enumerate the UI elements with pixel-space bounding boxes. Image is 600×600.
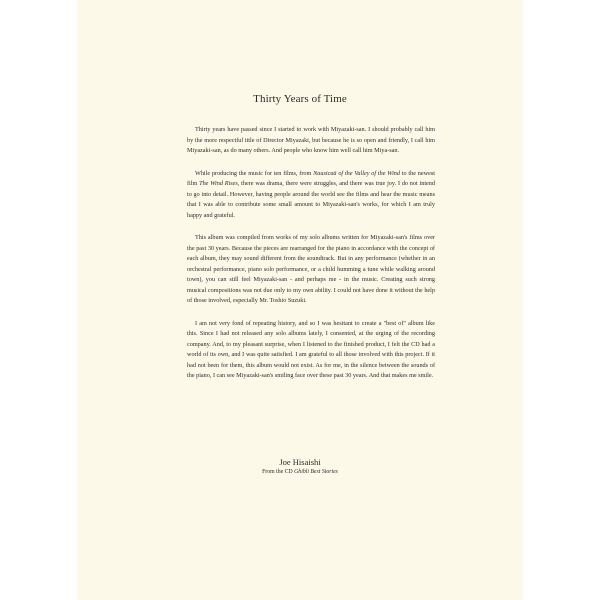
paragraph-text: to the newest film [187, 169, 435, 187]
paragraph-text: Thirty years have passed since I started to work with Miyazaki-san. I should probably call him by the more respectful title of Director Miyazaki, but because he is so open and friendly, I call him Miyazaki-san, as do many others. And people who know him well call him Miya-san. [187, 126, 435, 154]
paragraph-2 [187, 169, 435, 222]
document-page [78, 0, 522, 600]
paragraph-text: This album was compiled from works of my solo albums written for Miyazaki-san's films over the past 30 years. Because the pieces are rearranged for the piano in accordance with the concept of each album, they may sound different from the soundtrack. But in any performance (whether in an orchestral performance, piano solo performance, or a child humming a tune while walking around town), you can still feel Miyazaki-san - and perhaps me - in the music. Creating such strong musical compositions was not due only to my own ability. I could not have done it without the help of those involved, especially Mr. Toshio Suzuki. [187, 234, 435, 304]
source-credit [78, 468, 522, 477]
author-name: Joe Hisaishi [279, 457, 321, 467]
film-title-wind-rises: The Wind Rises [199, 180, 238, 187]
signature-block [78, 456, 522, 477]
paragraph-4 [187, 319, 435, 382]
paragraph-text: I am not very fond of repeating history, and so I was hesitant to create a "best of" album like this. Since I had not released any solo albums lately, I consented, at the urging of the recording company. And, to my pleasant surprise, when I listened to the finished product, I felt the CD had a world of its own, and I was quite satisfied. I am grateful to all those involved with this project. If it had not been for them, this album would not exist. As for me, in the silence between the sounds of the piano, I can see Miyazaki-san's smiling face over these past 30 years. And that makes me smile. [187, 319, 435, 379]
source-album-title: Ghibli Best Stories [294, 469, 338, 475]
paragraph-text: While producing the music for ten films, from [195, 169, 314, 177]
document-body [187, 125, 435, 394]
paragraph-3 [187, 233, 435, 307]
paragraph-1 [187, 125, 435, 157]
paragraph-text: , there was drama, there were struggles, and there was true joy. I do not intend to go into detail. However, having people around the world see the films and hear the music means that I was able to contribute some small amount to Miyazaki-san's works, for which I am truly happy and grateful. [187, 180, 435, 219]
source-prefix: From the CD [262, 469, 295, 475]
document-title: Thirty Years of Time [253, 93, 347, 105]
film-title-nausicaa: Nausicaä of the Valley of the Wind [313, 169, 400, 177]
